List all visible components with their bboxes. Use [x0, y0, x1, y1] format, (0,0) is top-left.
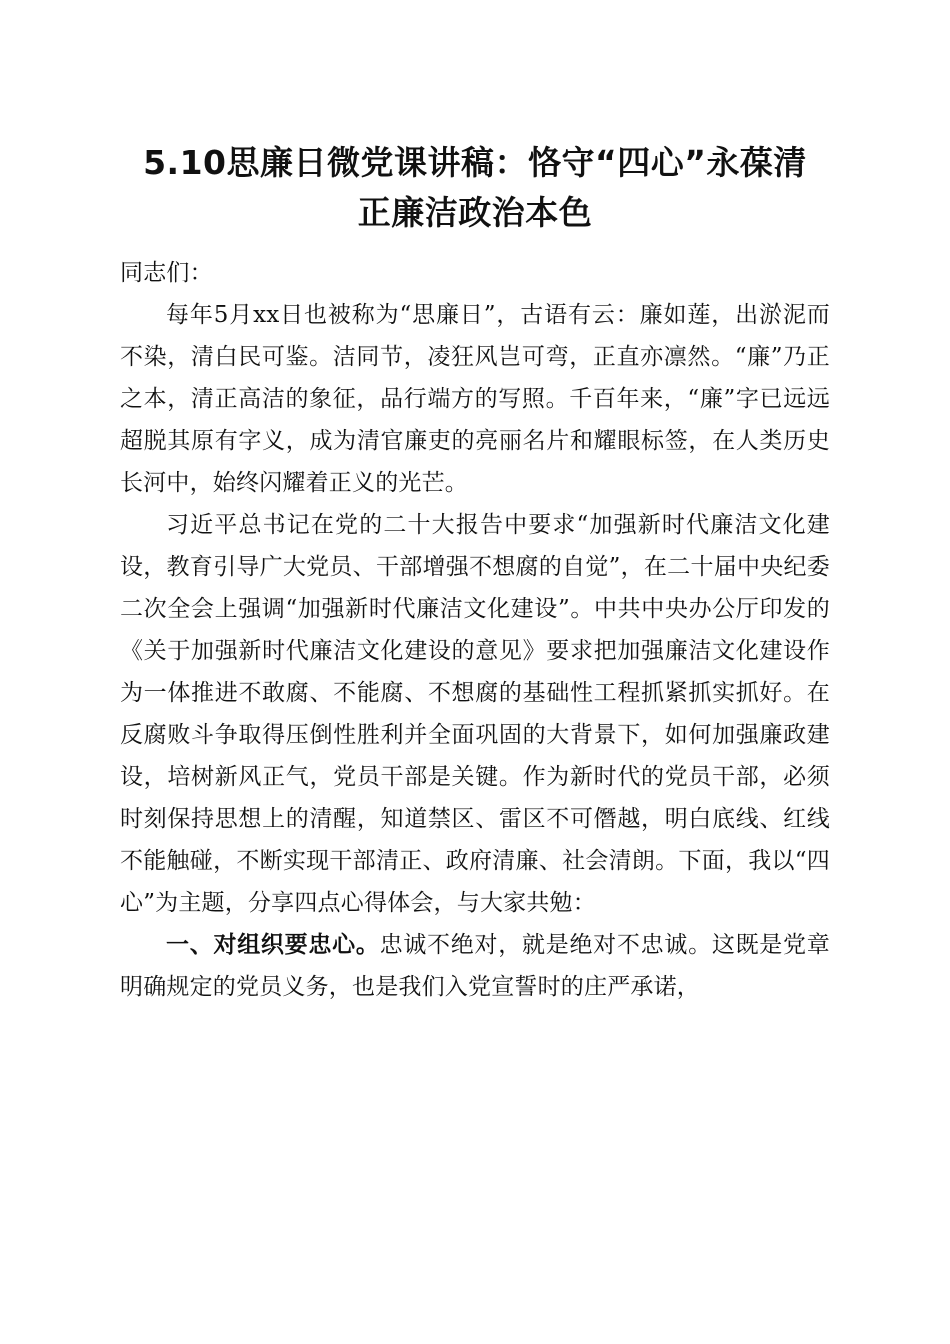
section-1-paragraph	[120, 924, 830, 1008]
salutation: 同志们：	[120, 260, 213, 286]
paragraph-context: 习近平总书记在党的二十大报告中要求“加强新时代廉洁文化建设，教育引导广大党员、干部增强不想腐的自觉”，在二十届中央纪委二次全会上强调“加强新时代廉洁文化建设”。中共中央办公厅印发的《关于加强新时代廉洁文化建设的意见》要求把加强廉洁文化建设作为一体推进不敢腐、不能腐、不想腐的基础性工程抓紧抓实抓好。在反腐败斗争取得压倒性胜利并全面巩固的大背景下，如何加强廉政建设，培树新风正气，党员干部是关键。作为新时代的党员干部，必须时刻保持思想上的清醒，知道禁区、雷区不可僭越，明白底线、红线不能触碰，不断实现干部清正、政府清廉、社会清朗。下面，我以“四心”为主题，分享四点心得体会，与大家共勉：	[120, 512, 830, 916]
paragraph-intro: 每年5月xx日也被称为“思廉日”，古语有云：廉如莲，出淤泥而不染，清白民可鉴。洁同节，凌狂风岂可弯，正直亦凛然。“廉”乃正之本，清正高洁的象征，品行端方的写照。千百年来，“廉”字已远远超脱其原有字义，成为清官廉吏的亮丽名片和耀眼标签，在人类历史长河中，始终闪耀着正义的光芒。	[120, 302, 830, 496]
title-line-1: 5.10思廉日微党课讲稿：恪守“四心”永葆清	[143, 143, 807, 182]
section-1-heading: 一、对组织要忠心。	[166, 932, 380, 958]
document-title	[100, 138, 850, 238]
title-line-2: 正廉洁政治本色	[357, 193, 593, 232]
section-1-text: 忠诚不绝对，就是绝对不忠诚。这既是党章明确规定的党员义务，也是我们入党宣誓时的庄严承诺，	[120, 932, 830, 1000]
document-body	[120, 252, 830, 1008]
